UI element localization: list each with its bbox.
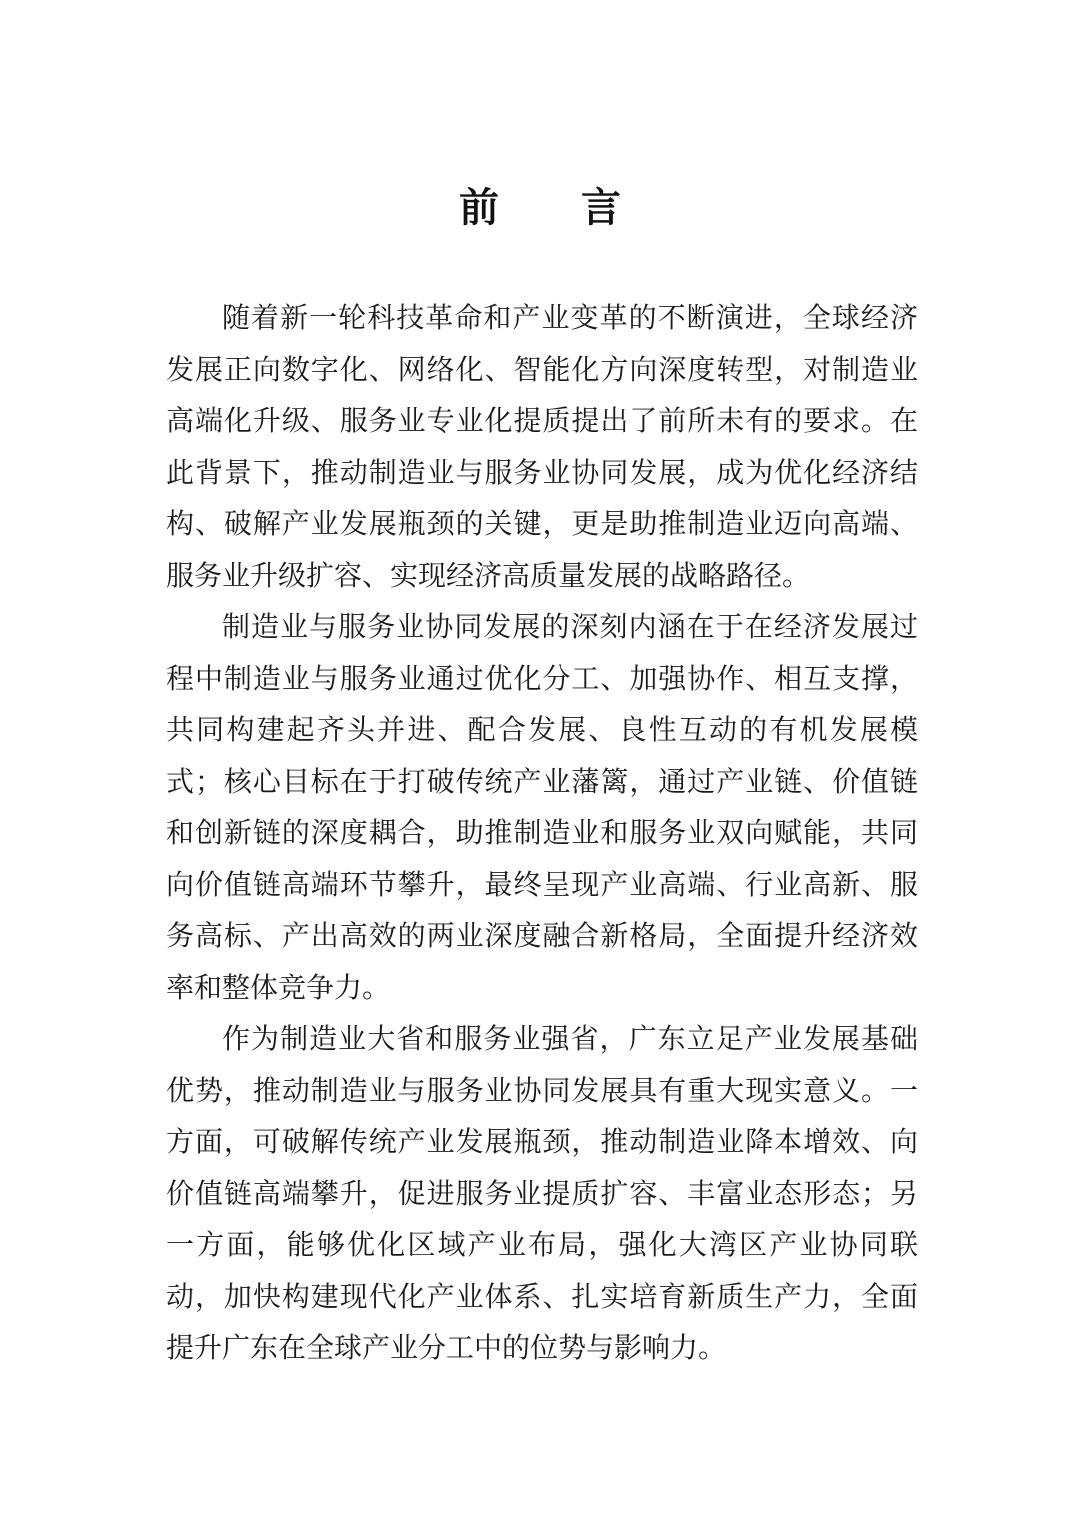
page-title: 前 言 <box>459 184 655 231</box>
body-text <box>166 292 918 1374</box>
paragraph-1: 随着新一轮科技革命和产业变革的不断演进，全球经济发展正向数字化、网络化、智能化方向深度转型，对制造业高端化升级、服务业专业化提质提出了前所未有的要求。在此背景下，推动制造业与服务业协同发展，成为优化经济结构、破解产业发展瓶颈的关键，更是助推制造业迈向高端、服务业升级扩容、实现经济高质量发展的战略路径。 <box>166 301 918 592</box>
paragraph-3: 作为制造业大省和服务业强省，广东立足产业发展基础优势，推动制造业与服务业协同发展具有重大现实意义。一方面，可破解传统产业发展瓶颈，推动制造业降本增效、向价值链高端攀升，促进服务业提质扩容、丰富业态形态；另一方面，能够优化区域产业布局，强化大湾区产业协同联动，加快构建现代化产业体系、扎实培育新质生产力，全面提升广东在全球产业分工中的位势与影响力。 <box>166 1022 918 1364</box>
paragraph-2: 制造业与服务业协同发展的深刻内涵在于在经济发展过程中制造业与服务业通过优化分工、加强协作、相互支撑，共同构建起齐头并进、配合发展、良性互动的有机发展模式；核心目标在于打破传统产业藩篱，通过产业链、价值链和创新链的深度耦合，助推制造业和服务业双向赋能，共同向价值链高端环节攀升，最终呈现产业高端、行业高新、服务高标、产出高效的两业深度融合新格局，全面提升经济效率和整体竞争力。 <box>166 610 918 1004</box>
